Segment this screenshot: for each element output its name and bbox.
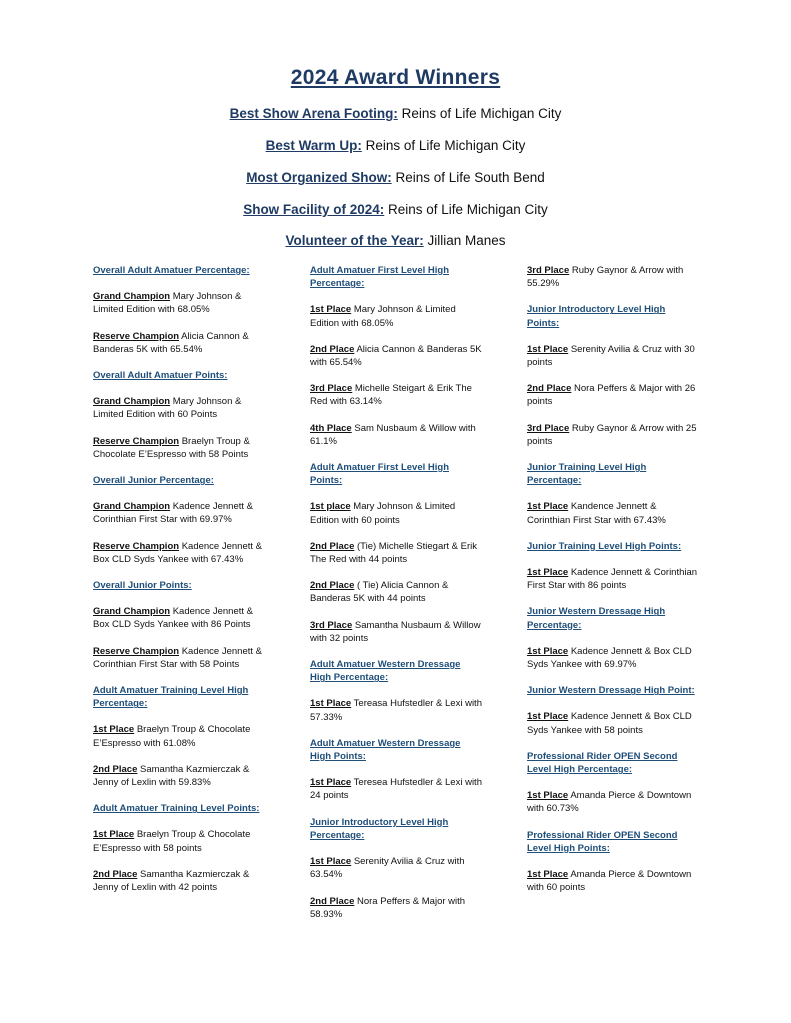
- placement-label: Reserve Champion: [93, 540, 180, 552]
- winner-text: Braelyn Troup & Chocolate E’Espresso with 61.08%: [93, 724, 251, 749]
- awards-column-middle: [310, 264, 482, 934]
- winner-text: Mary Johnson & Limited Edition with 60 points: [310, 501, 456, 526]
- category-heading: Overall Adult Amatuer Points:: [93, 370, 228, 382]
- placement-label: 3rd Place: [527, 265, 570, 276]
- highlight-volunteer: [0, 233, 791, 248]
- award-entry: [93, 290, 265, 316]
- placement-label: 3rd Place: [310, 619, 353, 631]
- placement-label: Grand Champion: [93, 396, 171, 408]
- placement-label: 1st Place: [527, 645, 569, 657]
- award-entry: [527, 645, 699, 671]
- winner-text: Kadence Jennett & Box CLD Syds Yankee with 58 points: [527, 711, 692, 736]
- category-heading: Overall Junior Points:: [93, 580, 192, 592]
- winner-text: Braelyn Troup & Chocolate E’Espresso with 58 Points: [93, 435, 250, 460]
- highlight-organized-show: [0, 170, 791, 185]
- placement-label: 2nd Place: [310, 540, 355, 552]
- award-entry: [310, 382, 482, 408]
- category-heading: Professional Rider OPEN Second Level High Percentage:: [527, 750, 678, 776]
- winner-text: Kandence Jennett & Corinthian First Star with 67.43%: [527, 501, 666, 526]
- category-heading: Junior Western Dressage High Point:: [527, 685, 695, 697]
- award-entry: [310, 540, 482, 566]
- placement-label: 1st Place: [310, 304, 352, 316]
- winner-text: Ruby Gaynor & Arrow with 55.29%: [527, 265, 684, 290]
- category-heading: Junior Introductory Level High Percentage:: [310, 816, 449, 841]
- highlight-value: Jillian Manes: [423, 233, 506, 248]
- placement-label: 4th Place: [310, 422, 352, 434]
- highlight-value: Reins of Life Michigan City: [384, 202, 548, 217]
- placement-label: 1st Place: [527, 501, 569, 513]
- winner-text: Kadence Jennett & Box CLD Syds Yankee with 69.97%: [527, 645, 692, 671]
- winner-text: Amanda Pierce & Downtown with 60 points: [527, 869, 692, 894]
- winner-text: Tereasa Hufstedler & Lexi with 57.33%: [310, 698, 482, 723]
- award-entry: [310, 343, 482, 369]
- winner-text: Nora Peffers & Major with 58.93%: [310, 895, 466, 920]
- award-entry: [310, 619, 482, 645]
- placement-label: 2nd Place: [527, 383, 572, 395]
- award-entry: [527, 422, 699, 448]
- award-entry: [310, 697, 482, 723]
- winner-text: Mary Johnson & Limited Edition with 60 Points: [93, 396, 242, 421]
- award-entry: [310, 422, 482, 448]
- winner-text: Mary Johnson & Limited Edition with 68.05%: [93, 291, 242, 316]
- award-entry: [93, 723, 265, 749]
- category-heading: Junior Training Level High Points:: [527, 540, 682, 552]
- winner-text: Kadence Jennett & Corinthian First Star with 58 Points: [93, 645, 262, 670]
- placement-label: Reserve Champion: [93, 330, 180, 342]
- award-entry: [527, 500, 699, 526]
- winner-text: Amanda Pierce & Downtown with 60.73%: [527, 790, 692, 815]
- placement-label: 1st Place: [310, 698, 352, 710]
- award-entry: [93, 395, 265, 421]
- winner-text: Kadence Jennett & Corinthian First Star with 69.97%: [93, 501, 253, 526]
- winner-text: Michelle Steigart & Erik The Red with 63.14%: [310, 383, 472, 408]
- category-heading: Adult Amatuer Training Level Points:: [93, 803, 260, 815]
- winner-text: Serenity Avilia & Cruz with 63.54%: [310, 856, 465, 881]
- highlight-label: Show Facility of 2024:: [243, 202, 385, 217]
- award-entry: [310, 855, 482, 881]
- category-heading: Adult Amatuer Training Level High Percentage:: [93, 685, 249, 710]
- placement-label: 2nd Place: [93, 868, 138, 880]
- award-entry: [527, 868, 699, 894]
- placement-label: 2nd Place: [310, 895, 355, 907]
- placement-label: Grand Champion: [93, 501, 171, 513]
- placement-label: 1st Place: [527, 343, 569, 355]
- award-entry: [310, 579, 482, 605]
- placement-label: Grand Champion: [93, 606, 171, 618]
- awards-column-left: [93, 264, 265, 907]
- award-entry: [527, 382, 699, 408]
- winner-text: Samantha Kazmierczak & Jenny of Lexlin with 59.83%: [93, 763, 250, 789]
- winner-text: Braelyn Troup & Chocolate E’Espresso with 58 points: [93, 829, 251, 854]
- page-title: 2024 Award Winners: [290, 66, 501, 89]
- highlight-value: Reins of Life Michigan City: [397, 106, 562, 121]
- placement-label: 1st Place: [93, 829, 135, 841]
- winner-text: Kadence Jennett & Box CLD Syds Yankee with 67.43%: [93, 540, 262, 565]
- category-heading: Adult Amatuer First Level High Percentage:: [310, 265, 449, 290]
- category-heading: Junior Western Dressage High Percentage:: [527, 606, 666, 631]
- highlight-show-facility: [0, 202, 791, 217]
- placement-label: 1st Place: [310, 777, 352, 789]
- placement-label: 1st Place: [93, 724, 135, 736]
- award-entry: [93, 605, 265, 631]
- placement-label: Reserve Champion: [93, 435, 180, 447]
- winner-text: Alicia Cannon & Banderas 5K with 65.54%: [310, 343, 482, 369]
- winner-text: Alicia Cannon & Banderas 5K with 65.54%: [93, 330, 249, 355]
- category-heading: Professional Rider OPEN Second Level High Points:: [527, 829, 678, 854]
- awards-column-right: [527, 264, 699, 908]
- placement-label: 1st Place: [310, 856, 352, 868]
- award-entry: [310, 500, 482, 526]
- award-entry: [93, 540, 265, 566]
- award-entry: [527, 264, 699, 290]
- placement-label: 1st Place: [527, 790, 569, 802]
- award-entry: [527, 789, 699, 815]
- category-heading: Overall Adult Amatuer Percentage:: [93, 265, 250, 276]
- winner-text: Sam Nusbaum & Willow with 61.1%: [310, 422, 476, 447]
- award-entry: [93, 868, 265, 894]
- winner-text: Serenity Avilia & Cruz with 30 points: [527, 343, 695, 369]
- placement-label: 1st Place: [527, 567, 569, 579]
- winner-text: Mary Johnson & Limited Edition with 68.05%: [310, 304, 456, 329]
- placement-label: 1st place: [310, 501, 351, 513]
- category-heading: Overall Junior Percentage:: [93, 475, 214, 487]
- placement-label: 1st Place: [527, 869, 569, 881]
- winner-text: Nora Peffers & Major with 26 points: [527, 383, 696, 408]
- award-entry: [310, 776, 482, 802]
- winner-text: (Tie) Michelle Stiegart & Erik The Red with 44 points: [310, 540, 478, 566]
- award-entry: [93, 330, 265, 356]
- winner-text: Teresea Hufstedler & Lexi with 24 points: [310, 777, 482, 802]
- highlight-value: Reins of Life South Bend: [391, 170, 545, 185]
- category-heading: Junior Introductory Level High Points:: [527, 304, 666, 329]
- winner-text: Kadence Jennett & Corinthian First Star with 86 points: [527, 567, 698, 592]
- award-entry: [93, 435, 265, 461]
- category-heading: Adult Amatuer First Level High Points:: [310, 462, 449, 487]
- winner-text: ( Tie) Alicia Cannon & Banderas 5K with 44 points: [310, 580, 449, 605]
- winner-text: Ruby Gaynor & Arrow with 25 points: [527, 422, 697, 447]
- placement-label: Grand Champion: [93, 291, 171, 303]
- award-entry: [310, 895, 482, 921]
- highlight-label: Best Show Arena Footing:: [229, 106, 398, 121]
- award-entry: [93, 645, 265, 671]
- placement-label: 3rd Place: [310, 383, 353, 395]
- highlight-label: Most Organized Show:: [246, 170, 392, 185]
- category-heading: Junior Training Level High Percentage:: [527, 462, 647, 487]
- category-heading: Adult Amatuer Western Dressage High Percentage:: [310, 659, 461, 684]
- placement-label: 2nd Place: [93, 763, 138, 775]
- award-entry: [93, 763, 265, 789]
- highlight-label: Best Warm Up:: [265, 138, 362, 153]
- award-entry: [93, 828, 265, 854]
- award-entry: [310, 303, 482, 329]
- winner-text: Samantha Nusbaum & Willow with 32 points: [310, 619, 481, 644]
- category-heading: Adult Amatuer Western Dressage High Points:: [310, 737, 461, 763]
- highlight-value: Reins of Life Michigan City: [361, 138, 526, 153]
- placement-label: 3rd Place: [527, 422, 570, 434]
- winner-text: Kadence Jennett & Box CLD Syds Yankee with 86 Points: [93, 606, 253, 631]
- highlight-label: Volunteer of the Year:: [285, 233, 424, 248]
- winner-text: Samantha Kazmierczak & Jenny of Lexlin with 42 points: [93, 868, 250, 894]
- highlight-arena-footing: [0, 106, 791, 121]
- award-entry: [527, 566, 699, 592]
- placement-label: 2nd Place: [310, 343, 355, 355]
- award-entry: [527, 710, 699, 736]
- placement-label: 1st Place: [527, 711, 569, 723]
- highlight-warm-up: [0, 138, 791, 153]
- placement-label: 2nd Place: [310, 580, 355, 592]
- placement-label: Reserve Champion: [93, 645, 180, 657]
- award-entry: [93, 500, 265, 526]
- award-entry: [527, 343, 699, 369]
